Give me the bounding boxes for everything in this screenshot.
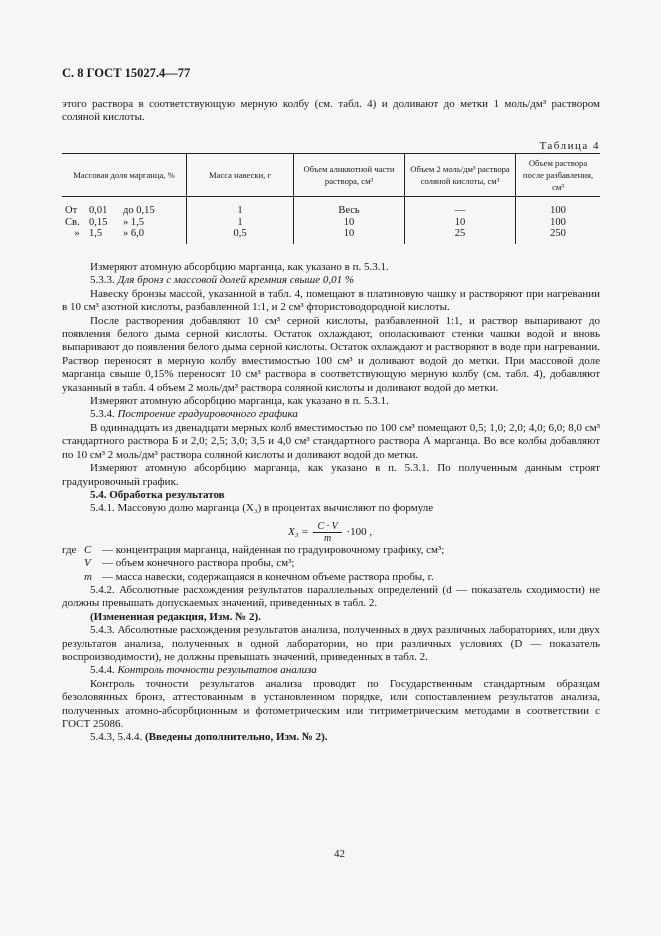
formula-fraction	[313, 521, 341, 544]
aliquot-cell: 10	[294, 228, 405, 244]
aliquot-cell: 10	[294, 217, 405, 229]
table-header-cell: Массовая доля марганца, %	[62, 154, 187, 197]
body-text	[62, 261, 600, 745]
mass-cell: 0,5	[187, 228, 294, 244]
table-header-cell: Объем 2 моль/дм³ раствора соляной кислоты, см³	[405, 154, 516, 197]
table-header-cell: Объем раствора после разбавления, см³	[516, 154, 601, 197]
hcl-cell: 10	[405, 217, 516, 229]
section-heading: 5.4.4. Контроль точности результатов анализа	[90, 664, 317, 677]
page-header: С. 8 ГОСТ 15027.4—77	[62, 66, 191, 80]
section-heading: 5.3.4. Построение градуировочного графика	[90, 408, 298, 421]
section-heading: 5.3.3. Для бронз с массовой долей кремния свыше 0,01 %	[90, 274, 355, 287]
formula-numerator: C · V	[313, 521, 341, 533]
paragraph: Измеряют атомную абсорбцию марганца, как указано в п. 5.3.1.	[90, 395, 389, 408]
mn-range-cell: » 1,5 » 6,0	[74, 228, 144, 239]
amendment-note: 5.4.3, 5.4.4. (Введены дополнительно, Изм. № 2).	[90, 731, 328, 744]
where-line: где C — концентрация марганца, найденная по градуировочному графику, см³;	[62, 543, 445, 556]
formula-denominator: m	[323, 532, 332, 544]
table-header-cell: Объем аликвотной части раствора, см³	[294, 154, 405, 197]
table-caption: Таблица 4	[539, 140, 600, 152]
dilution-cell: 100	[516, 217, 601, 229]
table-4	[62, 153, 600, 244]
paragraph: 5.4.3. Абсолютные расхождения результатов анализа, полученных в двух различных лабораториях, или двух результатов анализа, полученных в одной лаборатории, но при различных условиях (D — показатель воспроизводимости), не должны превышать значений, приведенных в табл. 2.	[62, 624, 600, 663]
formula-rhs: ·100 ,	[346, 525, 373, 538]
table-row	[62, 228, 600, 244]
where-line: V — объем конечного раствора пробы, см³;	[84, 557, 295, 570]
mn-range-cell: Св. 0,15 » 1,5	[65, 216, 144, 228]
paragraph: После растворения добавляют 10 см³ серной кислоты, разбавленной 1:1, и раствор выпаривают до появления белого дыма серной кислоты. Остаток охлаждают, ополаскивают стенки чашки водой и вновь выпаривают до появления белого дыма серной кислоты. Остаток охлаждают и растворяют в воде при нагревании. Раствор переносят в мерную колбу вместимостью 100 см³ и доливают водой до метки. При массовой доле марганца свыше 0,15% переносят 10 см³ раствора в соответствующую мерную колбу (см. табл. 4), добавляют указанный в табл. 4 объем 2 моль/дм³ раствора соляной кислоты и доливают водой до метки.	[62, 314, 600, 394]
section-heading: 5.4. Обработка результатов	[90, 488, 225, 501]
paragraph: Измеряют атомную абсорбцию марганца, как указано в п. 5.3.1. По полученным данным строят градуировочный график.	[62, 462, 600, 488]
intro-paragraph: этого раствора в соответствующую мерную колбу (см. табл. 4) и доливают до метки 1 моль/дм³ раствором соляной кислоты.	[62, 98, 600, 124]
paragraph: Измеряют атомную абсорбцию марганца, как указано в п. 5.3.1.	[90, 261, 389, 273]
dilution-cell: 100	[516, 197, 601, 217]
where-line: m — масса навески, содержащаяся в конечном объеме раствора пробы, г.	[84, 570, 434, 583]
mn-range-cell: От 0,01 до 0,15	[65, 205, 155, 216]
hcl-cell: —	[405, 197, 516, 217]
paragraph: 5.4.2. Абсолютные расхождения результатов параллельных определений (d — показатель сходимости) не должны превышать допускаемых значений, приведенных в табл. 2.	[62, 583, 600, 610]
formula	[62, 516, 600, 544]
table-row	[62, 217, 600, 229]
paragraph: В одиннадцать из двенадцати мерных колб вместимостью по 100 см³ помещают 0,5; 1,0; 2,0; 4,0; 6,0; 8,0 см³ стандартного раствора Б и 2,0; 2,5; 3,0; 3,5 и 4,0 см³ стандартного раствора А марганца. Во все колбы добавляют по 10 см³ 2 моль/дм³ раствора соляной кислоты и доливают водой до метки.	[62, 421, 600, 461]
mass-cell: 1	[187, 217, 294, 229]
hcl-cell: 25	[405, 228, 516, 244]
table-row	[62, 197, 600, 217]
paragraph: Навеску бронзы массой, указанной в табл. 4, помещают в платиновую чашку и растворяют при нагревании в 10 см³ азотной кислоты, разбавленной 1:1, и 2 см³ фтористоводородной кислоты.	[62, 287, 600, 314]
mass-cell: 1	[187, 197, 294, 217]
dilution-cell: 250	[516, 228, 601, 244]
formula-lhs: X₃ =	[288, 525, 309, 538]
amendment-note: (Измененная редакция, Изм. № 2).	[90, 610, 261, 623]
aliquot-cell: Весь	[294, 197, 405, 217]
paragraph: Контроль точности результатов анализа проводят по Государственным стандартным образцам безоловянных бронз, аттестованным в установленном порядке, или сопоставлением результатов анализа, полученных атомно-абсорбционным и фотометрическим или титриметрическим методами в соответствии с ГОСТ 25086.	[62, 677, 600, 730]
page-number: 42	[334, 848, 345, 860]
paragraph: 5.4.1. Массовую долю марганца (X₃) в процентах вычисляют по формуле	[90, 502, 434, 515]
table-header-cell: Масса навески, г	[187, 154, 294, 197]
